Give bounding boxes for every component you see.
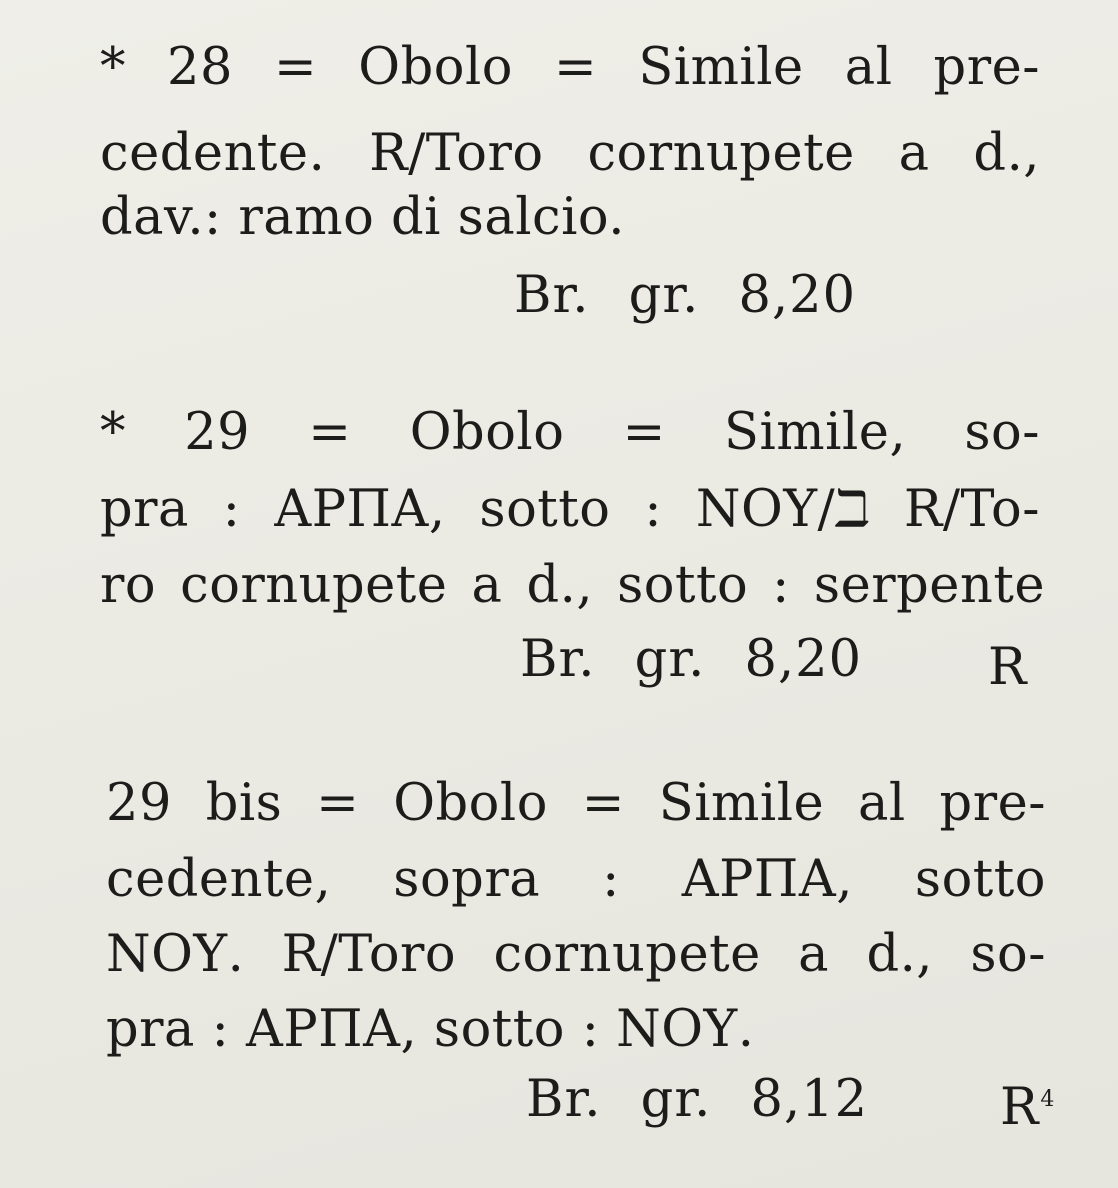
entry-28-line-3: dav.: ramo di salcio. [100, 188, 625, 247]
entry-29-weight: Br. gr. 8,20 [520, 630, 863, 689]
entry-29-line-2: pra : ΑΡΠΑ, sotto : ΝΟΥ/ℶ R/To- [100, 480, 1040, 539]
entry-29bis-line-3: ΝΟΥ. R/Toro cornupete a d., so- [106, 925, 1046, 984]
entry-29bis-line-2: cedente, sopra : ΑΡΠΑ, sotto [106, 850, 1046, 909]
entry-29-line-1: * 29 = Obolo = Simile, so- [100, 403, 1040, 462]
entry-29bis-line-1: 29 bis = Obolo = Simile al pre- [106, 774, 1046, 833]
entry-29-rarity: R [988, 638, 1027, 697]
entry-28-line-1: * 28 = Obolo = Simile al pre- [100, 38, 1040, 97]
entry-29bis-weight: Br. gr. 8,12 [526, 1070, 869, 1129]
entry-29bis-line-4: pra : ΑΡΠΑ, sotto : ΝΟΥ. [106, 1000, 755, 1059]
entry-28-weight: Br. gr. 8,20 [514, 266, 857, 325]
entry-29-line-3: ro cornupete a d., sotto : serpente [100, 556, 1045, 615]
entry-28-line-2: cedente. R/Toro cornupete a d., [100, 124, 1040, 183]
entry-29bis-rarity: $R^4$ [1000, 1078, 1055, 1137]
